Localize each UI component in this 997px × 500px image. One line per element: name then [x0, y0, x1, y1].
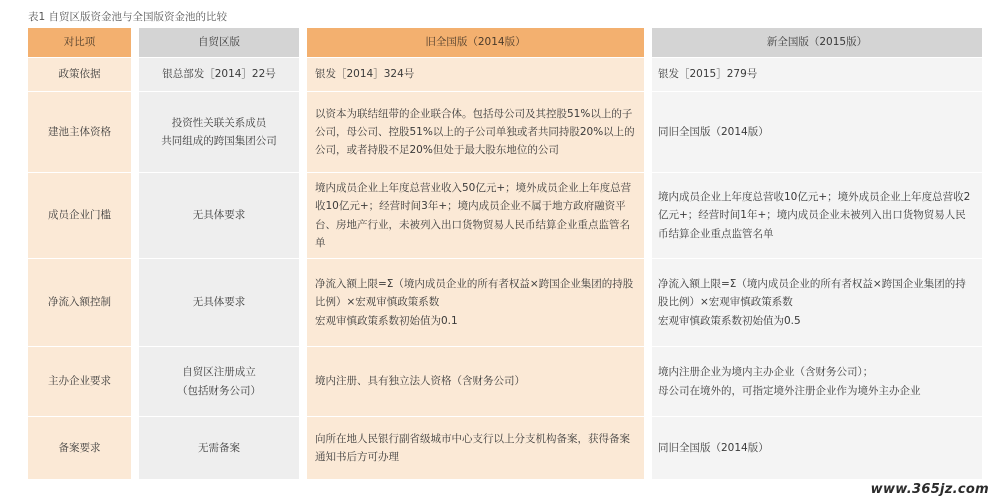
row-ftz: 无具体要求 — [139, 259, 299, 347]
row-item: 成员企业门槛 — [28, 173, 131, 259]
header-old-national: 旧全国版（2014版） — [307, 28, 644, 58]
row-new: 同旧全国版（2014版） — [652, 417, 982, 480]
row-new: 净流入额上限=Σ（境内成员企业的所有者权益×跨国企业集团的持股比例）×宏观审慎政策系数 宏观审慎政策系数初始值为0.5 — [652, 259, 982, 347]
row-ftz: 无具体要求 — [139, 173, 299, 259]
site-watermark: www.365jz.com — [870, 482, 989, 497]
row-new: 境内成员企业上年度总营收10亿元+；境外成员企业上年度总营收2亿元+；经营时间1年+；境内成员企业未被列入出口货物贸易人民币结算企业重点监管名单 — [652, 173, 982, 259]
row-old: 以资本为联结纽带的企业联合体。包括母公司及其控股51%以上的子公司，母公司、控股51%以上的子公司单独或者共同持股20%以上的公司，或者持股不足20%但处于最大股东地位的公司 — [307, 92, 644, 173]
row-ftz: 银总部发［2014］22号 — [139, 58, 299, 92]
row-item: 备案要求 — [28, 417, 131, 480]
row-item: 主办企业要求 — [28, 347, 131, 417]
row-old: 净流入额上限=Σ（境内成员企业的所有者权益×跨国企业集团的持股比例）×宏观审慎政策系数 宏观审慎政策系数初始值为0.1 — [307, 259, 644, 347]
row-new: 银发［2015］279号 — [652, 58, 982, 92]
row-new: 同旧全国版（2014版） — [652, 92, 982, 173]
row-old: 向所在地人民银行副省级城市中心支行以上分支机构备案，获得备案通知书后方可办理 — [307, 417, 644, 480]
header-ftz: 自贸区版 — [139, 28, 299, 58]
header-new-national: 新全国版（2015版） — [652, 28, 982, 58]
row-ftz: 自贸区注册成立 （包括财务公司） — [139, 347, 299, 417]
header-item: 对比项 — [28, 28, 131, 58]
row-new: 境内注册企业为境内主办企业（含财务公司）； 母公司在境外的，可指定境外注册企业作为境外主办企业 — [652, 347, 982, 417]
row-item: 净流入额控制 — [28, 259, 131, 347]
row-item: 建池主体资格 — [28, 92, 131, 173]
row-old: 银发［2014］324号 — [307, 58, 644, 92]
row-old: 境内注册、具有独立法人资格（含财务公司） — [307, 347, 644, 417]
row-ftz: 投资性关联关系成员 共同组成的跨国集团公司 — [139, 92, 299, 173]
row-old: 境内成员企业上年度总营业收入50亿元+；境外成员企业上年度总营收10亿元+；经营时间3年+；境内成员企业不属于地方政府融资平台、房地产行业，未被列入出口货物贸易人民币结算企业重点监管名单 — [307, 173, 644, 259]
row-ftz: 无需备案 — [139, 417, 299, 480]
table-caption: 表1 自贸区版资金池与全国版资金池的比较 — [28, 11, 228, 23]
row-item: 政策依据 — [28, 58, 131, 92]
comparison-table — [28, 28, 984, 480]
